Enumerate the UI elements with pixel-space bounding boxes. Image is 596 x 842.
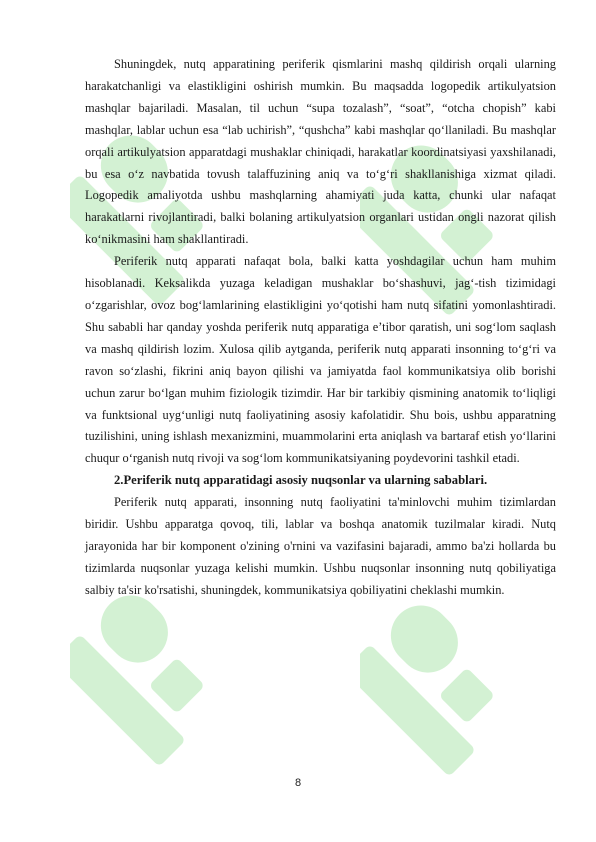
paragraph-adults: Periferik nutq apparati nafaqat bola, balki katta yoshdagilar uchun ham muhim hisoblanadi. Keksalikda yuzaga keladigan mushaklar bo‘shashuvi, jag‘-tish tizimidagi o‘zgarishlar, ovoz bog‘lamlarining elastikligini yo‘qotishi ham nutq sifatini yomonlashtiradi. Shu sababli har qanday yoshda periferik nutq apparatiga e’tibor qaratish, uni sog‘lom saqlash va mashq qildirish lozim. Xulosa qilib aytganda, periferik nutq apparati insonning to‘g‘ri va ravon so‘zlashi, fikrini aniq bayon qilishi va jamiyatda faol kommunikatsiya olib borishi uchun zarur bo‘lgan muhim fiziologik tizimdir. Har bir tarkibiy qismining anatomik to‘liqligi va funktsional uyg‘unligi nutq faoliyatining asosiy kafolatidir. Shu bois, ushbu apparatning tuzilishini, uning ishlash mexanizmini, muammolarini erta aniqlash va bartaraf etish yo‘llarini chuqur o‘rganish nutq rivoji va sog‘lom kommunikatsiyaning poydevorini tashkil etadi.: [85, 254, 556, 466]
section-heading: 2.Periferik nutq apparatidagi asosiy nuqsonlar va ularning sabablari.: [114, 473, 488, 488]
document-body: [85, 54, 556, 602]
paragraph-defects-intro: Periferik nutq apparati, insonning nutq faoliyatini ta'minlovchi muhim tizimlardan biridir. Ushbu apparatga qovoq, tili, lablar va boshqa anatomik tuzilmalar kiradi. Nutq jarayonida har bir komponent o'zining o'rnini va vazifasini bajaradi, ammo ba'zi hollarda bu tizimlarda nuqsonlar yuzaga kelishi mumkin. Ushbu nuqsonlar insonning nutq qobiliyatiga salbiy ta'sir ko'rsatishi, shuningdek, kommunikatsiya qobiliyatini cheklashi mumkin.: [85, 495, 556, 597]
watermark-logo: [360, 580, 510, 790]
paragraph-exercises: Shuningdek, nutq apparatining periferik qismlarini mashq qildirish orqali ularning harakatchanligi va elastikligini oshirish mumkin. Bu maqsadda logopedik artikulyatsion mashqlar bajariladi. Masalan, til uchun “supa tozalash”, “soat”, “otcha chopish” kabi mashqlar, lablar uchun esa “lab uchirish”, “qushcha” kabi mashqlar qo‘llaniladi. Bu mashqlar orqali artikulyatsion apparatdagi mushaklar chiniqadi, harakatlar koordinatsiyasi yaxshilanadi, bu esa o‘z navbatida tovush talaffuzining aniq va to‘g‘ri shakllanishiga xizmat qiladi. Logopedik amaliyotda ushbu mashqlarning ahamiyati juda katta, chunki ular nafaqat harakatlarni rivojlantiradi, balki bolaning artikulyatsion organlari ustidan ongli nazorat qilish ko‘nikmasini ham shakllantiradi.: [85, 57, 556, 247]
page-number: 8: [294, 777, 302, 789]
